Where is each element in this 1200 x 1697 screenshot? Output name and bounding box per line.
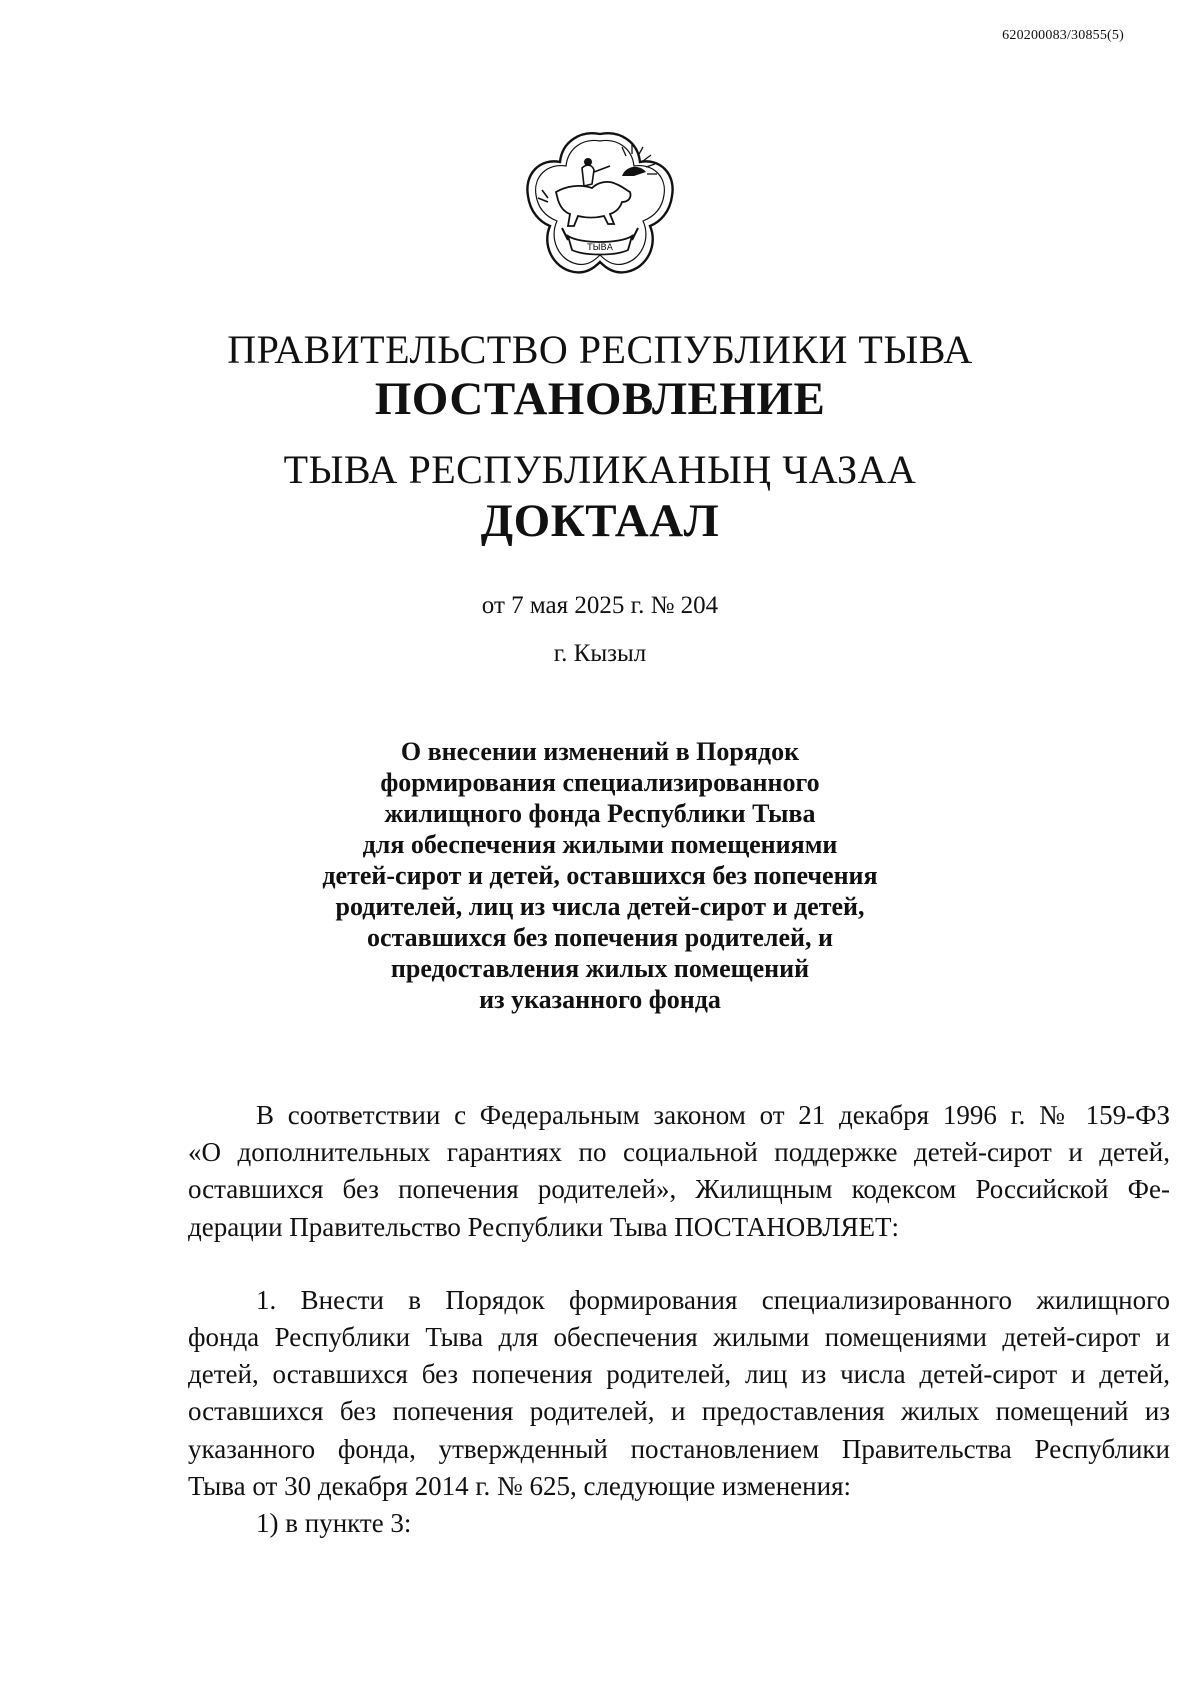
decree-title (0, 736, 1200, 1015)
preamble-line: «О дополнительных гарантиях по социальной поддержке детей-сирот и детей, (188, 1137, 1170, 1168)
svg-text:ТЫВА: ТЫВА (587, 243, 613, 253)
title-line: предоставления жилых помещений (390, 954, 810, 983)
preamble-line: оставшихся без попечения родителей», Жилищным кодексом Российской Фе- (188, 1174, 1170, 1205)
title-line: детей-сирот и детей, оставшихся без попечения (322, 861, 878, 890)
preamble-line: дерации Правительство Республики Тыва ПОСТАНОВЛЯЕТ: (188, 1211, 900, 1242)
title-line: оставшихся без попечения родителей, и (367, 923, 833, 952)
government-name: ПРАВИТЕЛЬСТВО РЕСПУБЛИКИ ТЫВА (227, 327, 973, 372)
decree-word: ПОСТАНОВЛЕНИЕ (374, 373, 826, 425)
government-name-tuvan: ТЫВА РЕСПУБЛИКАНЫҢ ЧАЗАА (283, 447, 917, 492)
item-1-line: Тыва от 30 декабря 2014 г. № 625, следующие изменения: (188, 1470, 851, 1501)
title-line: родителей, лиц из числа детей-сирот и детей, (335, 892, 865, 921)
preamble-line: В соответствии с Федеральным законом от 21 декабря 1996 г. № 159-ФЗ (256, 1100, 1170, 1130)
item-1-line: фонда Республики Тыва для обеспечения жилыми помещениями детей-сирот и (188, 1322, 1170, 1353)
decree-word-tuvan: ДОКТААЛ (480, 495, 720, 547)
title-line: из указанного фонда (479, 985, 721, 1014)
item-1-line: оставшихся без попечения родителей, и предоставления жилых помещений из (188, 1396, 1170, 1427)
paragraph-gap (188, 1246, 1170, 1282)
item-1-paragraph (188, 1282, 1170, 1542)
decree-city: г. Кызыл (553, 640, 647, 667)
title-line: формирования специализированного (380, 768, 820, 797)
subitem-1: 1) в пункте 3: (256, 1508, 412, 1539)
title-line: для обеспечения жилыми помещениями (362, 830, 838, 859)
document-id: 620200083/30855(5) (1002, 28, 1124, 43)
item-1-line: 1. Внести в Порядок формирования специализированного жилищного (256, 1284, 1170, 1315)
decree-date-number: от 7 мая 2025 г. № 204 (481, 592, 719, 619)
tuva-coat-of-arms-icon (522, 128, 678, 280)
preamble-paragraph (188, 1097, 1170, 1246)
title-line: О внесении изменений в Порядок (400, 737, 800, 766)
item-1-line: детей, оставшихся без попечения родителей, лиц из числа детей-сирот и детей, (188, 1359, 1170, 1390)
decree-body (188, 1097, 1170, 1542)
item-1-line: указанного фонда, утвержденный постановлением Правительства Республики (188, 1433, 1170, 1464)
title-line: жилищного фонда Республики Тыва (384, 799, 816, 828)
